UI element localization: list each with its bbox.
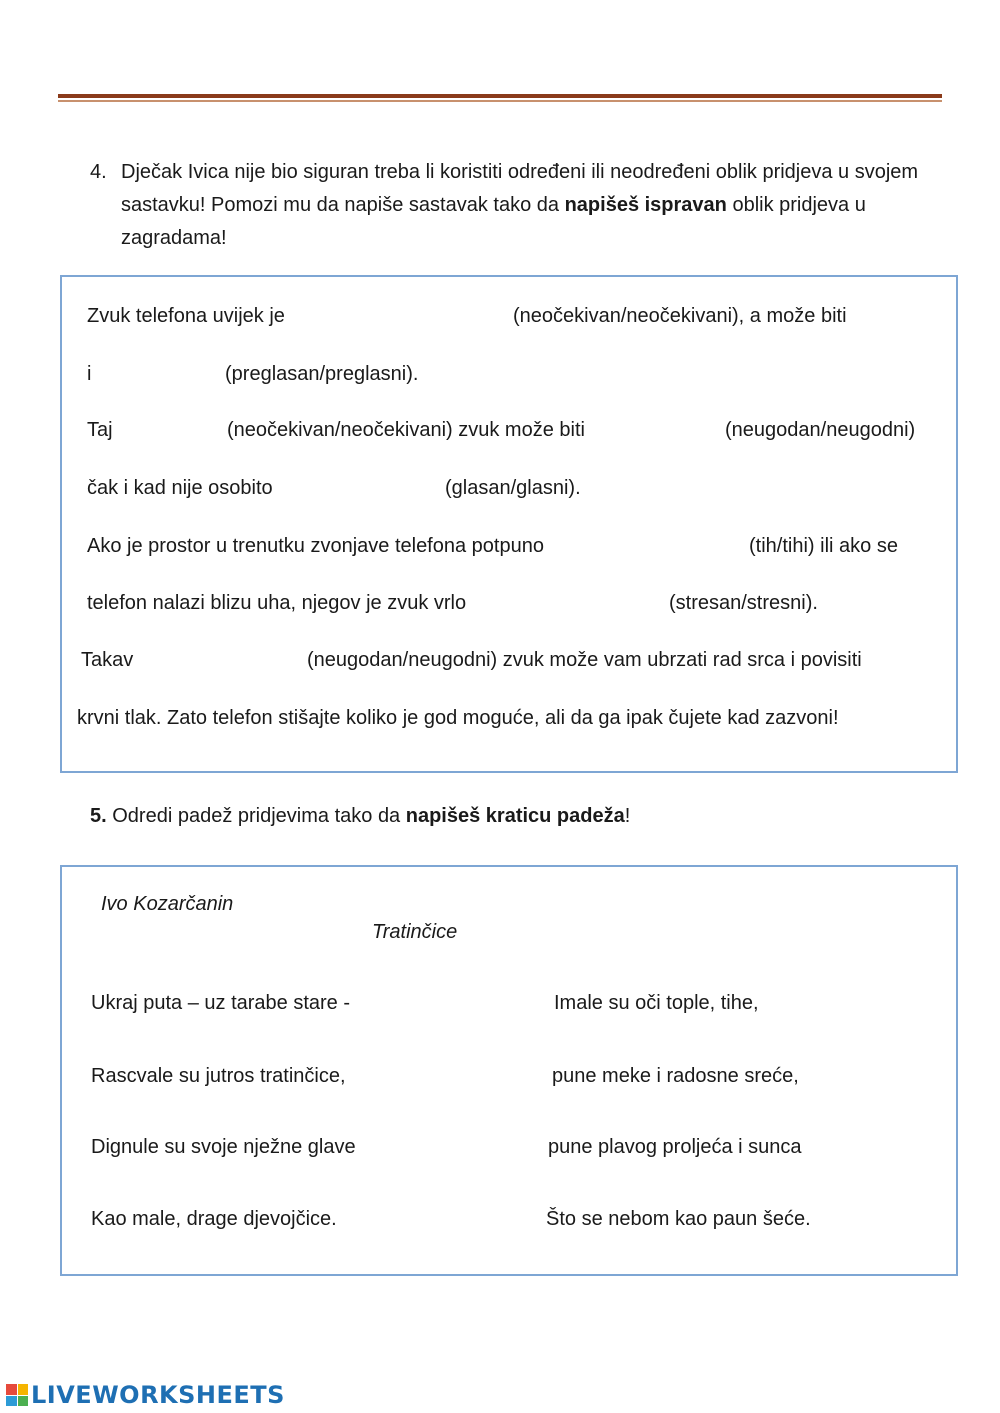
passage-line-6b: (stresan/stresni). xyxy=(669,592,818,614)
header-rule xyxy=(58,94,942,98)
poem-title: Tratinčice xyxy=(372,921,458,943)
poem-verse-right-3: pune plavog proljeća i sunca xyxy=(548,1136,802,1158)
liveworksheets-logo xyxy=(6,1382,285,1408)
passage-line-1b: (neočekivan/neočekivani), a može biti xyxy=(513,305,847,327)
poem-verse-left-1: Ukraj puta – uz tarabe stare - xyxy=(91,992,351,1014)
task-4-number: 4. xyxy=(90,161,107,183)
passage-line-2a: i xyxy=(87,363,92,385)
poem-verse-left-2: Rascvale su jutros tratinčice, xyxy=(91,1065,346,1087)
poem-verse-right-4: Što se nebom kao paun šeće. xyxy=(546,1208,811,1230)
passage-line-3b: (neočekivan/neočekivani) zvuk može biti xyxy=(227,419,585,441)
header-rule-light xyxy=(58,100,942,102)
passage-box xyxy=(60,275,958,773)
passage-line-8: krvni tlak. Zato telefon stišajte koliko je god moguće, ali da ga ipak čujete kad zazvoni! xyxy=(77,707,839,729)
poem-verse-right-1: Imale su oči tople, tihe, xyxy=(554,992,759,1014)
passage-line-3c: (neugodan/neugodni) xyxy=(725,419,916,441)
passage-line-3a: Taj xyxy=(87,419,113,441)
logo-text: LIVEWORKSHEETS xyxy=(31,1381,285,1409)
poem-author: Ivo Kozarčanin xyxy=(101,893,234,915)
passage-line-4b: (glasan/glasni). xyxy=(445,477,581,499)
task-5-number: 5. xyxy=(90,805,107,827)
passage-line-7a: Takav xyxy=(81,649,134,671)
poem-verse-left-3: Dignule su svoje nježne glave xyxy=(91,1136,356,1158)
task-5-bold: napišeš kraticu padeža xyxy=(405,805,625,827)
poem-verse-right-2: pune meke i radosne sreće, xyxy=(552,1065,799,1087)
passage-line-5b: (tih/tihi) ili ako se xyxy=(749,535,898,557)
logo-icon xyxy=(6,1384,28,1406)
passage-line-7b: (neugodan/neugodni) zvuk može vam ubrzati rad srca i povisiti xyxy=(307,649,862,671)
task-4-bold: napišeš ispravan xyxy=(564,194,727,216)
poem-box xyxy=(60,865,958,1276)
passage-line-6a: telefon nalazi blizu uha, njegov je zvuk vrlo xyxy=(87,592,467,614)
task-5-instruction: 5. Odredi padež pridjevima tako da napišeš kraticu padeža! xyxy=(90,805,631,827)
passage-line-4a: čak i kad nije osobito xyxy=(87,477,273,499)
passage-line-1a: Zvuk telefona uvijek je xyxy=(87,305,285,327)
poem-verse-left-4: Kao male, drage djevojčice. xyxy=(91,1208,337,1230)
passage-line-2b: (preglasan/preglasni). xyxy=(225,363,419,385)
task-4-instruction: 4. Dječak Ivica nije bio siguran treba li koristiti određeni ili neodređeni oblik pridjeva u svojem sastavku! Pomozi mu da napiše sastavak tako da napišeš ispravan oblik pridjeva u zagradama! xyxy=(90,156,930,255)
passage-line-5a: Ako je prostor u trenutku zvonjave telefona potpuno xyxy=(87,535,544,557)
